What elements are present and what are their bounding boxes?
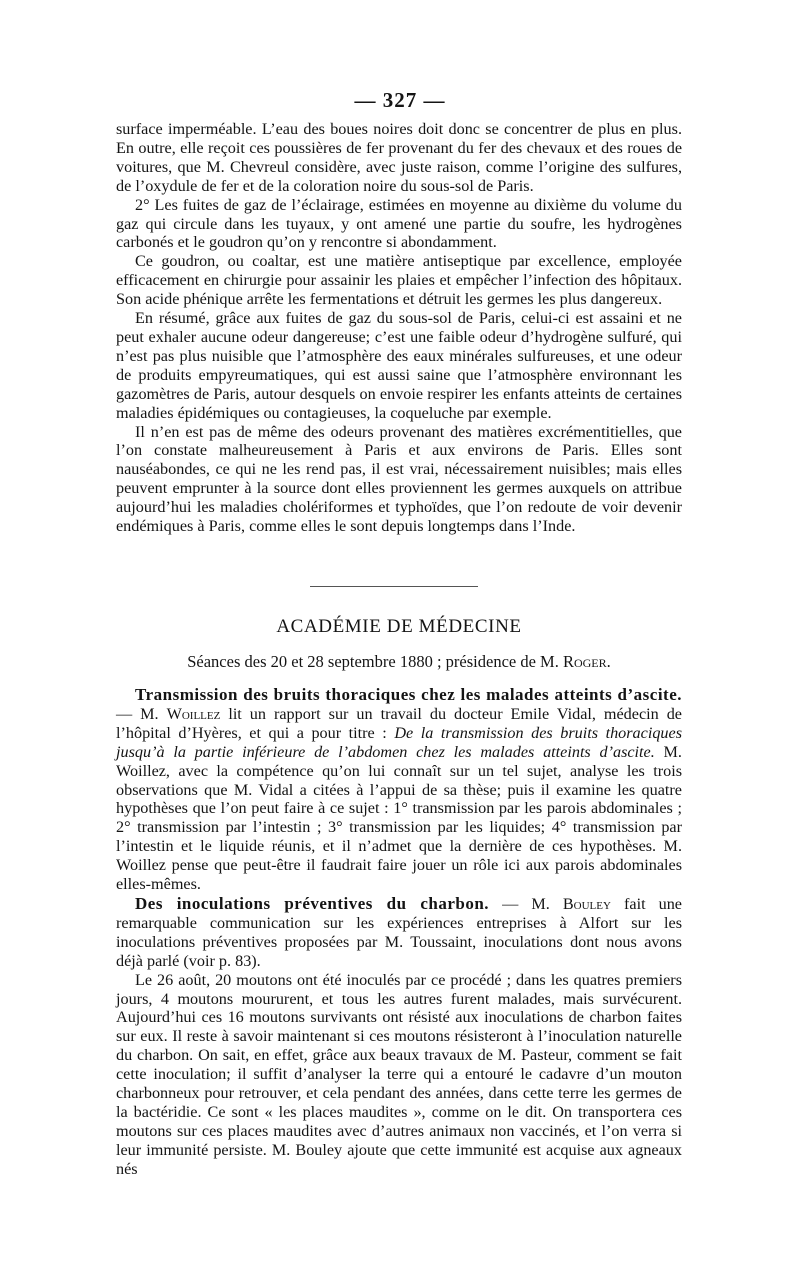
session-prefix: Séances des 20 et 28 septembre 1880 ; présidence de M. <box>187 652 563 671</box>
article-inoculations-paragraph-2: Le 26 août, 20 moutons ont été inoculés par ce procédé ; dans les quatres premiers jours, 4 moutons moururent, et tous les autres furent malades, mais survécurent. Aujourd’hui ces 16 moutons survivants ont résisté aux inoculations de charbon faites sur eux. Il reste à savoir maintenant si ces moutons résisteront à l’inoculation naturelle du charbon. On sait, en effet, grâce aux beaux travaux de M. Pasteur, comment se fait cette inoculation; il suffit d’analyser la terre qui a entouré le cadavre d’un mouton charbonneux pour retrouver, et cela pendant des années, dans cette terre les germes de la bactéridie. Ce sont « les places maudites », comme on le dit. On transportera ces moutons sur ces places maudites avec d’autres animaux non vaccinés, et l’on verra si leur immunité persiste. M. Bouley ajoute que cette immunité est acquise aux agneaux nés <box>116 970 682 1178</box>
paragraph-gas-leaks: 2° Les fuites de gaz de l’éclairage, estimées en moyenne au dixième du volume du gaz qui circule dans les tuyaux, y ont amené une partie du soufre, les hydrogènes carbonés et le goudron qu’on y rencontre si abondamment. <box>116 195 682 252</box>
paragraph-excrement-odors: Il n’en est pas de même des odeurs provenant des matières excrémentitielles, que l’on constate malheureusement à Paris et aux environs de Paris. Elles sont nauséabondes, ce qui ne les rend pas, il est vrai, nécessairement nuisibles; mais elles peuvent emprunter à la source dont elles proviennent les germes auxquels on attribue aujourd’hui les maladies cholériformes et typhoïdes, que l’on redoute de voir devenir endémiques à Paris, comme elles le sont depuis longtemps dans l’Inde. <box>116 422 682 536</box>
article-transmission-author: Woillez <box>166 704 221 723</box>
session-president: Roger <box>562 652 607 671</box>
session-line <box>116 652 682 672</box>
article-transmission-intro: — M. <box>116 704 167 723</box>
session-suffix: . <box>606 652 611 671</box>
article-inoculations-intro: — M. <box>489 895 563 913</box>
article-transmission-text2: M. Woillez, avec la compétence qu’on lui connaît sur un tel sujet, analyse les trois observations que M. Vidal a citées à l’appui de sa thèse; puis il examine les quatre hypothèses que l’on peut faire à ce sujet : 1° transmission par les parois abdominales ; 2° transmission par l’intestin ; 3° transmission par les liquides; 4° transmission par l’intestin et le liquide réunis, et il n’admet que la dernière de ces hypothèses. M. Woillez pense que peut-être il faudrait faire jouer un rôle ici aux parois abdominales elles-mêmes. <box>116 742 682 894</box>
paragraph-summary: En résumé, grâce aux fuites de gaz du sous-sol de Paris, celui-ci est assaini et ne peut exhaler aucune odeur dangereuse; c’est une faible odeur d’hydrogène sulfuré, qui n’est pas plus nuisible que l’atmosphère des eaux minérales sulfureuses, et une odeur de produits empyreumatiques, qui est aussi saine que l’atmosphère environnant les gazomètres de Paris, autour desquels on envoie respirer les enfants atteints de certaines maladies épidémiques ou contagieuses, la coqueluche par exemple. <box>116 309 682 422</box>
article-inoculations-author: Bouley <box>562 895 611 913</box>
article-transmission-text1: lit un rapport sur un travail du docteur Emile Vidal, médecin de l’hôpital d’Hyères, et qui a pour titre : <box>116 704 682 742</box>
article-transmission-title: Transmission des bruits thoraciques chez les malades atteints d’ascite. <box>135 685 682 704</box>
article-inoculations-paragraph-1 <box>116 895 682 971</box>
article-transmission-work-title: De la transmission des bruits thoraciques jusqu’à la partie inférieure de l’abdomen chez les malades atteints d’ascite. <box>116 723 683 761</box>
section-divider <box>310 586 478 587</box>
article-inoculations-title: Des inoculations préventives du charbon. <box>135 894 490 913</box>
paragraph-coaltar: Ce goudron, ou coaltar, est une matière antiseptique par excellence, employée efficacement en chirurgie pour assainir les plaies et empêcher l’infection des hôpitaux. Son acide phénique arrête les fermentations et détruit les germes les plus dangereux. <box>116 252 682 309</box>
paragraph-continuation: surface imperméable. L’eau des boues noires doit donc se concentrer de plus en plus. En outre, elle reçoit ces poussières de fer provenant du fer des chevaux et des roues de voitures, que M. Chevreul considère, avec juste raison, comme l’origine des sulfures, de l’oxydule de fer et de la coloration noire du sous-sol de Paris. <box>116 120 682 195</box>
article-inoculations <box>116 895 682 1179</box>
article-transmission-paragraph <box>116 686 682 894</box>
article-transmission <box>116 686 682 894</box>
top-text-block <box>116 120 682 536</box>
page-number: — 327 — <box>354 88 446 112</box>
section-heading: ACADÉMIE DE MÉDECINE <box>276 616 522 637</box>
article-inoculations-text1: fait une remarquable communication sur les expériences entreprises à Alfort sur les inoculations préventives proposées par M. Toussaint, inoculations dont nous avons déjà parlé (voir p. 83). <box>116 895 682 970</box>
